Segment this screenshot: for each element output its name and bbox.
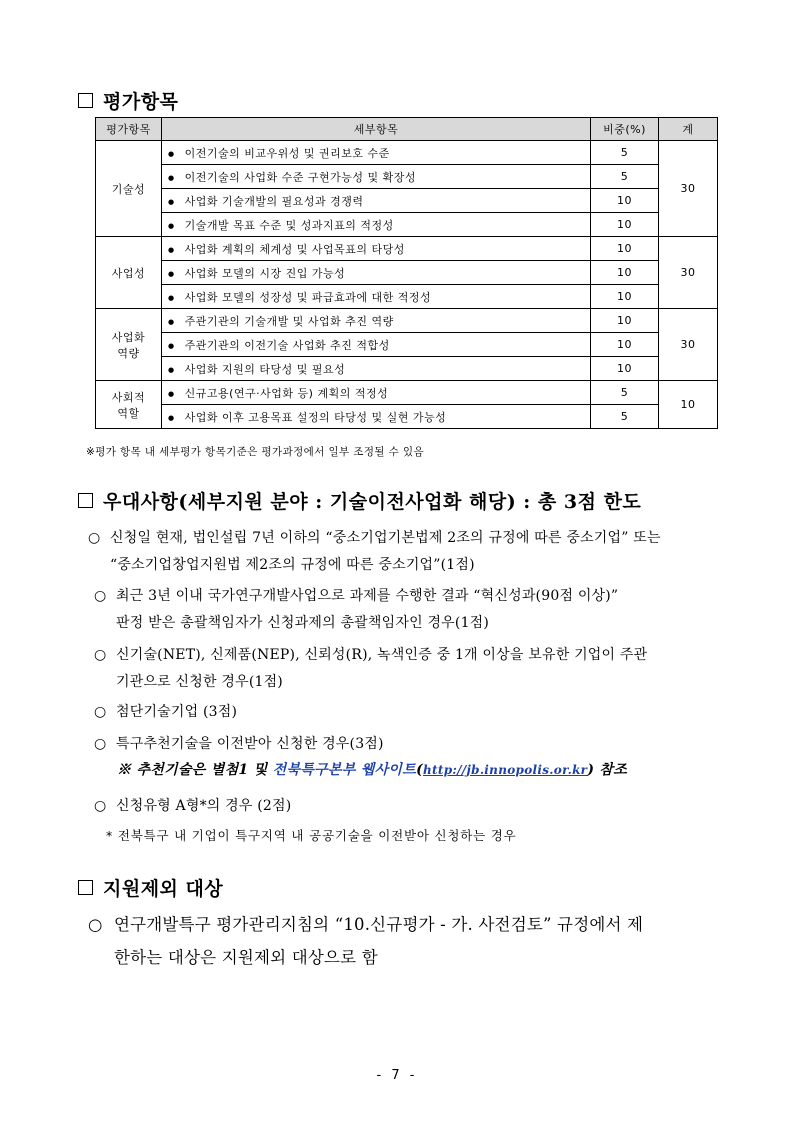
section-title-preference: 우대사항(세부지원 분야 : 기술이전사업화 해당) : 총 3점 한도 — [78, 487, 641, 514]
exclusion-item: ○ 연구개발특구 평가관리지침의 “10.신규평가 - 가. 사전검토” 규정에서 제 한하는 대상은 지원제외 대상으로 함 — [88, 915, 644, 967]
table-row — [96, 309, 718, 333]
checkbox-square-icon — [78, 493, 93, 508]
category-cell: 사업성 — [96, 237, 162, 309]
preference-item: ○ 첨단기술기업 (3점) — [94, 704, 238, 720]
evaluation-table — [95, 117, 718, 429]
table-row — [96, 141, 718, 165]
weight-cell: 5 — [591, 165, 659, 189]
detail-cell: ● 사업화 모델의 성장성 및 파급효과에 대한 적정성 — [162, 285, 591, 309]
footnote: * 전북특구 내 기업이 특구지역 내 공공기술을 이전받아 신청하는 경우 — [106, 828, 517, 843]
table-row — [96, 213, 718, 237]
detail-cell: ● 기술개발 목표 수준 및 성과지표의 적정성 — [162, 213, 591, 237]
weight-cell: 10 — [591, 261, 659, 285]
weight-cell: 5 — [591, 381, 659, 405]
header-detail: 세부항목 — [162, 118, 591, 141]
reference-note: ※ 추천기술은 별첨1 및 전북특구본부 웹사이트(http://jb.innopolis.or.kr) 참조 — [117, 762, 628, 778]
total-cell: 10 — [659, 381, 718, 429]
table-row — [96, 237, 718, 261]
total-cell: 30 — [659, 309, 718, 381]
header-category: 평가항목 — [96, 118, 162, 141]
table-row — [96, 165, 718, 189]
total-cell: 30 — [659, 237, 718, 309]
total-cell: 30 — [659, 141, 718, 237]
detail-cell: ● 이전기술의 비교우위성 및 권리보호 수준 — [162, 141, 591, 165]
detail-cell: ● 주관기관의 기술개발 및 사업화 추진 역량 — [162, 309, 591, 333]
table-row — [96, 405, 718, 429]
section-title-exclusion: 지원제외 대상 — [78, 874, 223, 901]
table-row — [96, 381, 718, 405]
header-total: 계 — [659, 118, 718, 141]
detail-cell: ● 사업화 지원의 타당성 및 필요성 — [162, 357, 591, 381]
category-cell: 기술성 — [96, 141, 162, 237]
weight-cell: 5 — [591, 141, 659, 165]
table-header-row — [96, 118, 718, 141]
table-row — [96, 285, 718, 309]
weight-cell: 5 — [591, 405, 659, 429]
section-title-evaluation: 평가항목 — [78, 87, 178, 114]
preference-item: ○ 최근 3년 이내 국가연구개발사업으로 과제를 수행한 결과 “혁신성과(90점 이상)” 판정 받은 총괄책임자가 신청과제의 총괄책임자인 경우(1점) — [94, 588, 619, 631]
preference-item: ○ 신청유형 A형*의 경우 (2점) — [94, 798, 292, 814]
website-url-link[interactable]: http://jb.innopolis.or.kr — [423, 763, 588, 777]
category-cell: 사업화 역량 — [96, 309, 162, 381]
checkbox-square-icon — [78, 93, 93, 108]
detail-cell: ● 사업화 모델의 시장 진입 가능성 — [162, 261, 591, 285]
preference-item: ○ 신청일 현재, 법인설립 7년 이하의 “중소기업기본법제 2조의 규정에 따른 중소기업” 또는 “중소기업창업지원법 제2조의 규정에 따른 중소기업”(1점) — [88, 530, 661, 573]
preference-item: ○ 신기술(NET), 신제품(NEP), 신뢰성(R), 녹색인증 중 1개 이상을 보유한 기업이 주관 기관으로 신청한 경우(1점) — [94, 647, 648, 690]
detail-cell: ● 신규고용(연구·사업화 등) 계획의 적정성 — [162, 381, 591, 405]
table-row — [96, 261, 718, 285]
preference-item: ○ 특구추천기술을 이전받아 신청한 경우(3점) — [94, 736, 384, 752]
header-weight: 비중(%) — [591, 118, 659, 141]
weight-cell: 10 — [591, 333, 659, 357]
weight-cell: 10 — [591, 189, 659, 213]
website-link[interactable]: 전북특구본부 웹사이트 — [272, 762, 417, 778]
detail-cell: ● 사업화 이후 고용목표 설정의 타당성 및 실현 가능성 — [162, 405, 591, 429]
detail-cell: ● 사업화 기술개발의 필요성과 경쟁력 — [162, 189, 591, 213]
detail-cell: ● 사업화 계획의 체계성 및 사업목표의 타당성 — [162, 237, 591, 261]
detail-cell: ● 이전기술의 사업화 수준 구현가능성 및 확장성 — [162, 165, 591, 189]
weight-cell: 10 — [591, 213, 659, 237]
table-row — [96, 333, 718, 357]
checkbox-square-icon — [78, 880, 93, 895]
weight-cell: 10 — [591, 285, 659, 309]
weight-cell: 10 — [591, 309, 659, 333]
category-cell: 사회적 역할 — [96, 381, 162, 429]
page-number: - 7 - — [376, 1068, 418, 1083]
table-row — [96, 357, 718, 381]
table-row — [96, 189, 718, 213]
detail-cell: ● 주관기관의 이전기술 사업화 추진 적합성 — [162, 333, 591, 357]
weight-cell: 10 — [591, 357, 659, 381]
weight-cell: 10 — [591, 237, 659, 261]
table-note: ※평가 항목 내 세부평가 항목기준은 평가과정에서 일부 조정될 수 있음 — [86, 446, 425, 458]
